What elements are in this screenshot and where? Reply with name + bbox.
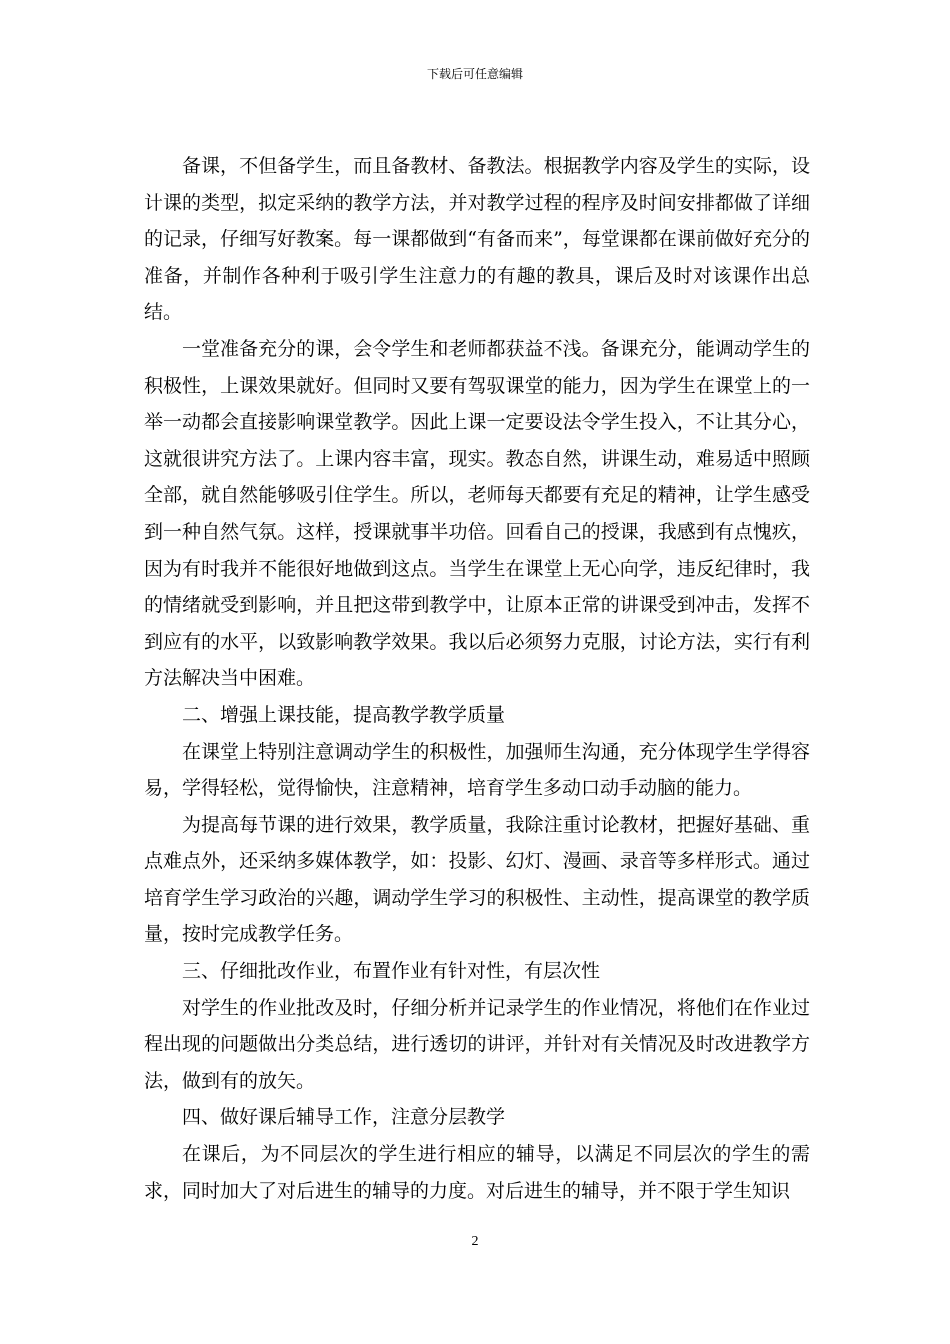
section-heading-homework: 三、仔细批改作业，布置作业有针对性，有层次性 (182, 960, 601, 983)
document-body (144, 148, 810, 1209)
paragraph-homework-review: 对学生的作业批改及时，仔细分析并记录学生的作业情况，将他们在作业过程出现的问题做出分类总结，进行透切的讲评，并针对有关情况及时改进教学方法，做到有的放矢。 (144, 996, 810, 1092)
section-heading-tutoring: 四、做好课后辅导工作，注意分层教学 (182, 1106, 506, 1129)
page-header: 下载后可任意编辑 (426, 67, 523, 81)
paragraph-after-class-tutoring: 在课后，为不同层次的学生进行相应的辅导，以满足不同层次的学生的需求，同时加大了对后进生的辅导的力度。对后进生的辅导，并不限于学生知识 (144, 1143, 810, 1202)
section-heading-teaching-skills: 二、增强上课技能，提高教学教学质量 (182, 703, 506, 726)
page-number: 2 (471, 1234, 479, 1249)
paragraph-classroom-teaching: 一堂准备充分的课，会令学生和老师都获益不浅。备课充分，能调动学生的积极性，上课效果就好。但同时又要有驾驭课堂的能力，因为学生在课堂上的一举一动都会直接影响课堂教学。因此上课一定要设法令学生投入，不让其分心，这就很讲究方法了。上课内容丰富，现实。教态自然，讲课生动，难易适中照顾全部，就自然能够吸引住学生。所以，老师每天都要有充足的精神，让学生感受到一种自然气氛。这样，授课就事半功倍。回看自己的授课，我感到有点愧疚，因为有时我并不能很好地做到这点。当学生在课堂上无心向学，违反纪律时，我的情绪就受到影响，并且把这带到教学中，让原本正常的讲课受到冲击，发挥不到应有的水平，以致影响教学效果。我以后必须努力克服，讨论方法，实行有利方法解决当中困难。 (144, 337, 810, 690)
paragraph-teaching-quality: 为提高每节课的进行效果，教学质量，我除注重讨论教材，把握好基础、重点难点外，还采纳多媒体教学，如：投影、幻灯、漫画、录音等多样形式。通过培育学生学习政治的兴趣，调动学生学习的积极性、主动性，提高课堂的教学质量，按时完成教学任务。 (144, 813, 810, 946)
paragraph-student-engagement: 在课堂上特别注意调动学生的积极性，加强师生沟通，充分体现学生学得容易，学得轻松，觉得愉快，注意精神，培育学生多动口动手动脑的能力。 (144, 740, 810, 800)
paragraph-lesson-preparation: 备课，不但备学生，而且备教材、备教法。根据教学内容及学生的实际，设计课的类型，拟定采纳的教学方法，并对教学过程的程序及时间安排都做了详细的记录，仔细写好教案。每一课都做到“有备而来”，每堂课都在课前做好充分的准备，并制作各种利于吸引学生注意力的有趣的教具，课后及时对该课作出总结。 (144, 155, 810, 324)
